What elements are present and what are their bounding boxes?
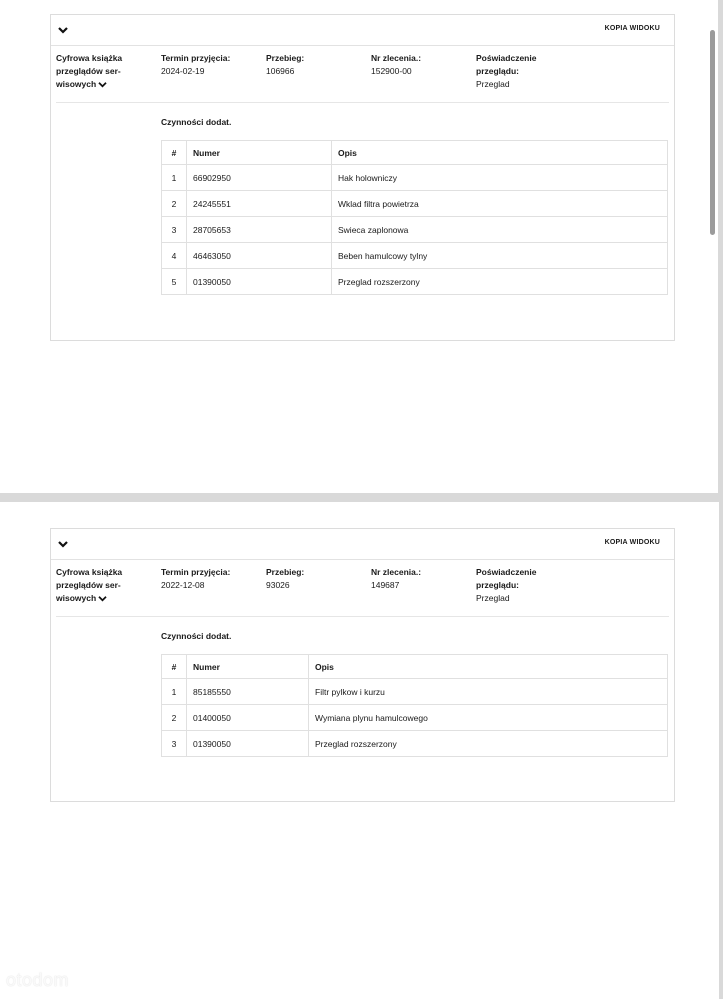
column-header-number: Numer (187, 655, 309, 679)
table-row (162, 191, 668, 217)
watermark: otodom (6, 970, 70, 990)
cell-number: 46463050 (187, 243, 332, 269)
divider (56, 616, 669, 617)
chevron-down-icon[interactable] (58, 539, 68, 549)
cell-index: 1 (162, 679, 187, 705)
order-number-label: Nr zlecenia.: (371, 567, 422, 577)
order-number-value: 152900-00 (371, 66, 412, 76)
chevron-down-icon[interactable] (58, 25, 68, 35)
cell-description: Wklad filtra powietrza (332, 191, 668, 217)
chevron-down-icon[interactable] (98, 81, 107, 88)
card-header (51, 15, 674, 46)
order-number (371, 52, 471, 78)
cell-description: Filtr pylkow i kurzu (309, 679, 668, 705)
scrollbar[interactable] (710, 30, 715, 235)
table-header-row (162, 655, 668, 679)
cell-index: 3 (162, 731, 187, 757)
order-number-label: Nr zlecenia.: (371, 53, 422, 63)
mileage-label: Przebieg: (266, 53, 305, 63)
operations-table (161, 654, 668, 757)
service-record-card (50, 14, 675, 341)
cell-number: 24245551 (187, 191, 332, 217)
acceptance-date (161, 52, 261, 78)
cell-number: 01390050 (187, 731, 309, 757)
table-row (162, 243, 668, 269)
cell-number: 01390050 (187, 269, 332, 295)
table-row (162, 217, 668, 243)
mileage-value: 106966 (266, 66, 295, 76)
chevron-down-icon[interactable] (98, 595, 107, 602)
cell-number: 01400050 (187, 705, 309, 731)
divider (56, 102, 669, 103)
table-row (162, 705, 668, 731)
service-record-card (50, 528, 675, 802)
cell-description: Beben hamulcowy tylny (332, 243, 668, 269)
service-book-label-line2: przeglądów ser- (56, 580, 121, 590)
inspection-certificate (476, 566, 586, 605)
mileage-label: Przebieg: (266, 567, 305, 577)
service-book-label-line2: przeglądów ser- (56, 66, 121, 76)
cell-index: 3 (162, 217, 187, 243)
cell-description: Przeglad rozszerzony (309, 731, 668, 757)
acceptance-date-value: 2024-02-19 (161, 66, 205, 76)
acceptance-date-label: Termin przyjęcia: (161, 567, 231, 577)
certificate-label-line2: przeglądu: (476, 66, 519, 76)
mileage (266, 566, 366, 592)
screenshot-panel-1 (0, 0, 718, 493)
column-header-index: # (162, 141, 187, 165)
certificate-label-line1: Poświadczenie (476, 53, 537, 63)
certificate-label-line1: Poświadczenie (476, 567, 537, 577)
order-number (371, 566, 471, 592)
acceptance-date-value: 2022-12-08 (161, 580, 205, 590)
cell-description: Swieca zaplonowa (332, 217, 668, 243)
cell-index: 1 (162, 165, 187, 191)
table-header-row (162, 141, 668, 165)
mileage (266, 52, 366, 78)
certificate-value: Przeglad (476, 593, 510, 603)
cell-index: 2 (162, 705, 187, 731)
copy-view-button[interactable]: KOPIA WIDOKU (604, 539, 660, 546)
acceptance-date-label: Termin przyjęcia: (161, 53, 231, 63)
cell-number: 66902950 (187, 165, 332, 191)
cell-index: 5 (162, 269, 187, 295)
column-header-index: # (162, 655, 187, 679)
service-book-label-line1: Cyfrowa książka (56, 567, 123, 577)
cell-index: 4 (162, 243, 187, 269)
service-book-toggle[interactable] (56, 566, 156, 605)
table-row (162, 165, 668, 191)
service-book-label-line3: wisowych (56, 79, 97, 89)
service-book-toggle[interactable] (56, 52, 156, 91)
copy-view-button[interactable]: KOPIA WIDOKU (604, 25, 660, 32)
mileage-value: 93026 (266, 580, 290, 590)
order-number-value: 149687 (371, 580, 400, 590)
card-header (51, 529, 674, 560)
cell-number: 28705653 (187, 217, 332, 243)
column-header-number: Numer (187, 141, 332, 165)
cell-index: 2 (162, 191, 187, 217)
cell-number: 85185550 (187, 679, 309, 705)
screenshot-panel-2 (0, 502, 719, 999)
additional-operations-title: Czynności dodat. (161, 631, 232, 641)
inspection-certificate (476, 52, 586, 91)
service-book-label-line1: Cyfrowa książka (56, 53, 123, 63)
operations-table (161, 140, 668, 295)
cell-description: Wymiana plynu hamulcowego (309, 705, 668, 731)
service-book-label-line3: wisowych (56, 593, 97, 603)
column-header-description: Opis (309, 655, 668, 679)
table-row (162, 731, 668, 757)
cell-description: Hak holowniczy (332, 165, 668, 191)
acceptance-date (161, 566, 261, 592)
column-header-description: Opis (332, 141, 668, 165)
table-row (162, 269, 668, 295)
additional-operations-title: Czynności dodat. (161, 117, 232, 127)
certificate-label-line2: przeglądu: (476, 580, 519, 590)
table-row (162, 679, 668, 705)
cell-description: Przeglad rozszerzony (332, 269, 668, 295)
certificate-value: Przeglad (476, 79, 510, 89)
